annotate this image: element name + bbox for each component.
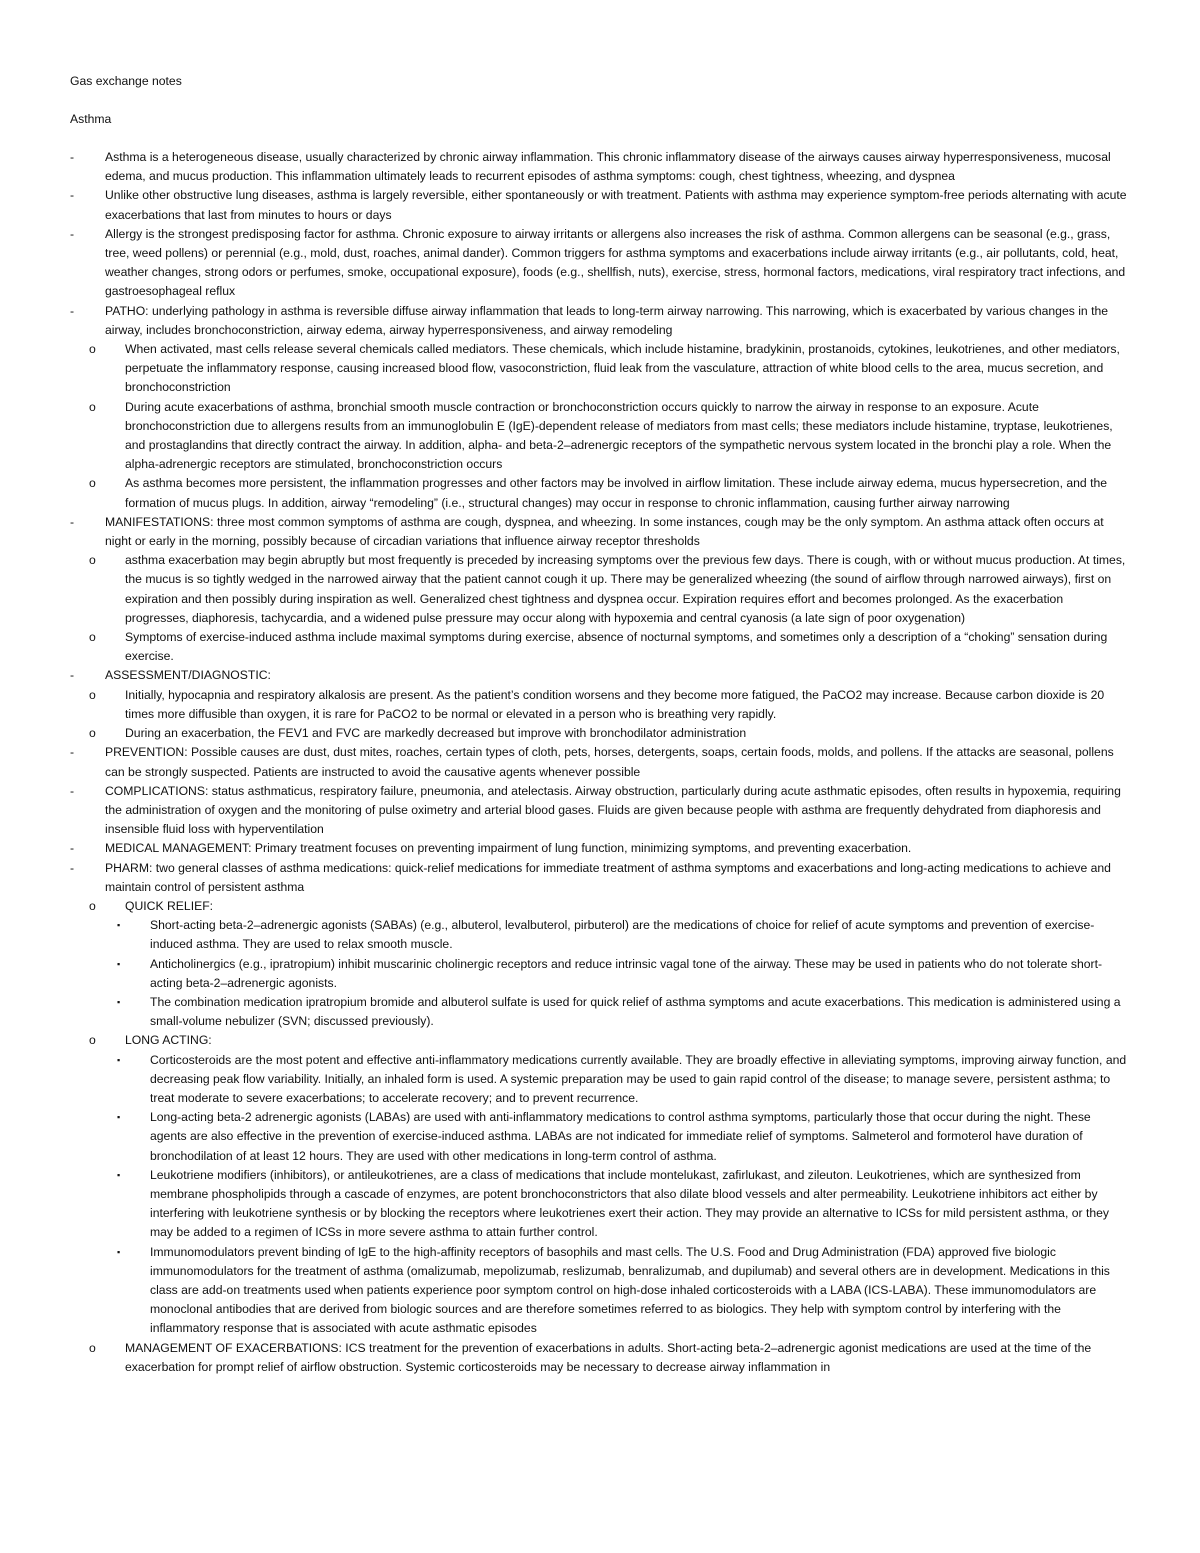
list-item [70, 993, 1130, 1031]
list-item-text: During acute exacerbations of asthma, bronchial smooth muscle contraction or bronchoconstriction occurs quickly to narrow the airway in response to an exposure. Acute bronchoconstriction due to allergens results from an immunoglobulin E (IgE)-dependent release of mediators from mast cells; these mediators include histamine, tryptase, leukotrienes, and prostaglandins that directly contract the airway. In addition, alpha- and beta-2–adrenergic receptors of the sympathetic nervous system located in the bronchi play a role. When the alpha-adrenergic receptors are stimulated, bronchoconstriction occurs [125, 399, 1113, 472]
list-item [70, 513, 1130, 551]
list-item-text: When activated, mast cells release several chemicals called mediators. These chemicals, which include histamine, bradykinin, prostanoids, cytokines, leukotrienes, and other mediators, perpetuate the inflammatory response, causing increased blood flow, vasoconstriction, fluid leak from the vasculature, attraction of white blood cells to the area, mucus secretion, and bronchoconstriction [125, 342, 1120, 395]
bullet-marker: ▪ [117, 920, 121, 931]
list-item [70, 724, 1130, 743]
list-item-text: asthma exacerbation may begin abruptly but most frequently is preceded by increasing symptoms over the previous few days. There is cough, with or without mucus production. At times, the mucus is so tightly wedged in the narrowed airway that the patient cannot cough it up. There may be generalized wheezing (the sound of airflow through narrowed airways), first on expiration and then possibly during inspiration as well. Generalized chest tightness and dyspnea occur. Expiration requires effort and becomes prolonged. As the exacerbation progresses, diaphoresis, tachycardia, and a widened pulse pressure may occur along with hypoxemia and central cyanosis (a late sign of poor oxygenation) [125, 553, 1126, 625]
bullet-marker: - [70, 841, 75, 856]
bullet-marker: o [89, 1033, 96, 1048]
document-title: Gas exchange notes [70, 74, 182, 88]
list-item [70, 398, 1130, 475]
list-item-text: COMPLICATIONS: status asthmaticus, respiratory failure, pneumonia, and atelectasis. Airway obstruction, particularly during acute asthmatic episodes, often results in hypoxemia, requiring the administration of oxygen and the monitoring of pulse oximetry and arterial blood gases. Fluids are given because people with asthma are frequently dehydrated from diaphoresis and insensible fluid loss with hyperventilation [105, 783, 1121, 837]
bullet-marker: ▪ [117, 996, 121, 1007]
list-item-text: Anticholinergics (e.g., ipratropium) inhibit muscarinic cholinergic receptors and reduce intrinsic vagal tone of the airway. These may be used in patients who do not tolerate short-acting beta-2–adrenergic agonists. [150, 956, 1103, 990]
list-item [70, 686, 1130, 724]
list-item [70, 666, 1130, 685]
list-item-text: ASSESSMENT/DIAGNOSTIC: [105, 668, 271, 683]
list-item [70, 955, 1130, 993]
list-item-text: Unlike other obstructive lung diseases, asthma is largely reversible, either spontaneously or with treatment. Patients with asthma may experience symptom-free periods alternating with acute exacerbations that last from minutes to hours or days [105, 188, 1127, 222]
bullet-marker: ▪ [117, 1054, 121, 1065]
notes-list [70, 148, 1130, 1377]
bullet-marker: - [70, 188, 75, 203]
list-item-text: QUICK RELIEF: [125, 898, 214, 913]
bullet-marker: ▪ [117, 958, 121, 969]
list-item-text: The combination medication ipratropium bromide and albuterol sulfate is used for quick relief of asthma symptoms and acute exacerbations. This medication is administered using a small-volume nebulizer (SVN; discussed previously). [150, 994, 1121, 1029]
bullet-marker: ▪ [117, 1169, 121, 1180]
bullet-marker: - [70, 226, 75, 241]
list-item-text: Immunomodulators prevent binding of IgE to the high-affinity receptors of basophils and mast cells. The U.S. Food and Drug Administration (FDA) approved five biologic immunomodulators for the treatment of asthma (omalizumab, mepolizumab, reslizumab, benralizumab, and dupilumab) and several others are in development. Medications in this class are add-on treatments used when patients experience poor symptom control on high-dose inhaled corticosteroids with a LABA (ICS-LABA). These immunomodulators are monoclonal antibodies that are derived from biologic sources and are therefore sometimes referred to as biologics. They help with symptom control by interfering with the inflammatory response that is associated with acute asthmatic episodes [150, 1244, 1110, 1336]
list-item [70, 1166, 1130, 1243]
bullet-marker: - [70, 150, 75, 164]
bullet-marker: - [70, 514, 75, 529]
list-item-text: PATHO: underlying pathology in asthma is reversible diffuse airway inflammation that leads to long-term airway narrowing. This narrowing, which is exacerbated by various changes in the airway, includes bronchoconstriction, airway edema, airway hyperresponsiveness, and airway remodeling [105, 303, 1109, 337]
list-item-text: Corticosteroids are the most potent and effective anti-inflammatory medications currently available. They are broadly effective in alleviating symptoms, improving airway function, and decreasing peak flow variability. Initially, an inhaled form is used. A systemic preparation may be used to gain rapid control of the disease; to manage severe, persistent asthma; to treat moderate to severe exacerbations; to accelerate recovery; and to prevent recurrence. [150, 1052, 1127, 1105]
list-item [70, 859, 1130, 897]
list-item [70, 1108, 1130, 1166]
list-item [70, 551, 1130, 628]
list-item-text: PREVENTION: Possible causes are dust, dust mites, roaches, certain types of cloth, pets, horses, detergents, soaps, certain foods, molds, and pollens. If the attacks are seasonal, pollens can be strongly suspected. Patients are instructed to avoid the causative agents whenever possible [105, 745, 1114, 779]
list-item-text: MANAGEMENT OF EXACERBATIONS: ICS treatment for the prevention of exacerbations in adults. Short-acting beta-2–adrenergic agonist medications are used at the time of the exacerbation for prompt relief of airflow obstruction. Systemic corticosteroids may be necessary to decrease airway inflammation in [125, 1340, 1092, 1374]
bullet-marker: - [70, 668, 75, 683]
bullet-marker: o [89, 726, 96, 741]
bullet-marker: o [89, 476, 96, 491]
list-item-text: Allergy is the strongest predisposing factor for asthma. Chronic exposure to airway irritants or allergens also increases the risk of asthma. Common allergens can be seasonal (e.g., grass, tree, weed pollens) or perennial (e.g., mold, dust, roaches, animal dander). Common triggers for asthma symptoms and exacerbations include airway irritants (e.g., air pollutants, cold, heat, weather changes, strong odors or perfumes, smoke, occupational exposure), foods (e.g., shellfish, nuts), exercise, stress, hormonal factors, medications, viral respiratory tract infections, and gastroesophageal reflux [105, 226, 1126, 299]
list-item-text: Leukotriene modifiers (inhibitors), or antileukotrienes, are a class of medications that include montelukast, zafirlukast, and zileuton. Leukotrienes, which are synthesized from membrane phospholipids through a cascade of enzymes, are potent bronchoconstrictors that also dilate blood vessels and alter permeability. Leukotriene inhibitors act either by interfering with leukotriene synthesis or by blocking the receptors where leukotrienes exert their action. They may provide an alternative to ICSs for mild persistent asthma, or they may be added to a regimen of ICSs in more severe asthma to attain further control. [150, 1167, 1109, 1240]
list-item-text: Short-acting beta-2–adrenergic agonists (SABAs) (e.g., albuterol, levalbuterol, pirbuterol) are the medications of choice for relief of acute symptoms and prevention of exercise-induced asthma. They are used to relax smooth muscle. [150, 918, 1095, 952]
list-item [70, 1031, 1130, 1050]
list-item [70, 897, 1130, 916]
bullet-marker: o [89, 399, 96, 414]
bullet-marker: o [89, 1340, 96, 1355]
list-item-text: PHARM: two general classes of asthma medications: quick-relief medications for immediate treatment of asthma symptoms and exacerbations and long-acting medications to achieve and maintain control of persistent asthma [105, 860, 1111, 894]
bullet-marker: o [89, 553, 96, 568]
list-item [70, 302, 1130, 340]
list-item [70, 628, 1130, 666]
list-item-text: During an exacerbation, the FEV1 and FVC are markedly decreased but improve with bronchodilator administration [125, 726, 747, 741]
section-heading: Asthma [70, 112, 112, 126]
list-item [70, 148, 1130, 186]
bullet-marker: - [70, 860, 75, 875]
list-item [70, 1339, 1130, 1377]
list-item-text: Initially, hypocapnia and respiratory alkalosis are present. As the patient’s condition worsens and they become more fatigued, the PaCO2 may increase. Because carbon dioxide is 20 times more diffusible than oxygen, it is rare for PaCO2 to be normal or elevated in a person who is breathing very rapidly. [125, 687, 1105, 721]
list-item-text: MANIFESTATIONS: three most common symptoms of asthma are cough, dyspnea, and wheezing. In some instances, cough may be the only symptom. An asthma attack often occurs at night or early in the morning, possibly because of circadian variations that influence airway receptor thresholds [105, 514, 1104, 549]
bullet-marker: o [89, 630, 96, 645]
list-item [70, 839, 1130, 858]
list-item [70, 743, 1130, 781]
bullet-marker: o [89, 687, 96, 702]
list-item [70, 1051, 1130, 1109]
bullet-marker: o [89, 898, 96, 913]
bullet-marker: - [70, 783, 75, 798]
list-item [70, 916, 1130, 954]
list-item [70, 1243, 1130, 1339]
list-item-text: Symptoms of exercise-induced asthma include maximal symptoms during exercise, absence of nocturnal symptoms, and sometimes only a description of a “choking” sensation during exercise. [125, 630, 1108, 664]
bullet-marker: o [89, 342, 96, 357]
list-item-text: LONG ACTING: [125, 1033, 212, 1048]
list-item [70, 186, 1130, 224]
list-item [70, 782, 1130, 840]
list-item [70, 340, 1130, 398]
bullet-marker: ▪ [117, 1246, 121, 1257]
bullet-marker: ▪ [117, 1112, 121, 1123]
list-item-text: MEDICAL MANAGEMENT: Primary treatment focuses on preventing impairment of lung function, minimizing symptoms, and preventing exacerbation. [105, 841, 912, 856]
list-item [70, 225, 1130, 302]
list-item-text: As asthma becomes more persistent, the inflammation progresses and other factors may be involved in airflow limitation. These include airway edema, mucus hypersecretion, and the formation of mucus plugs. In addition, airway “remodeling” (i.e., structural changes) may occur in response to chronic inflammation, causing further airway narrowing [125, 476, 1108, 510]
bullet-marker: - [70, 303, 75, 318]
list-item-text: Long-acting beta-2 adrenergic agonists (LABAs) are used with anti-inflammatory medications to control asthma symptoms, particularly those that occur during the night. These agents are also effective in the prevention of exercise-induced asthma. LABAs are not indicated for immediate relief of symptoms. Salmeterol and formoterol have duration of bronchodilation of at least 12 hours. They are used with other medications in long-term control of asthma. [150, 1110, 1091, 1163]
list-item [70, 474, 1130, 512]
list-item-text: Asthma is a heterogeneous disease, usually characterized by chronic airway inflammation. This chronic inflammatory disease of the airways causes airway hyperresponsiveness, mucosal edema, and mucus production. This inflammation ultimately leads to recurrent episodes of asthma symptoms: cough, chest tightness, wheezing, and dyspnea [105, 150, 1111, 184]
bullet-marker: - [70, 745, 75, 760]
